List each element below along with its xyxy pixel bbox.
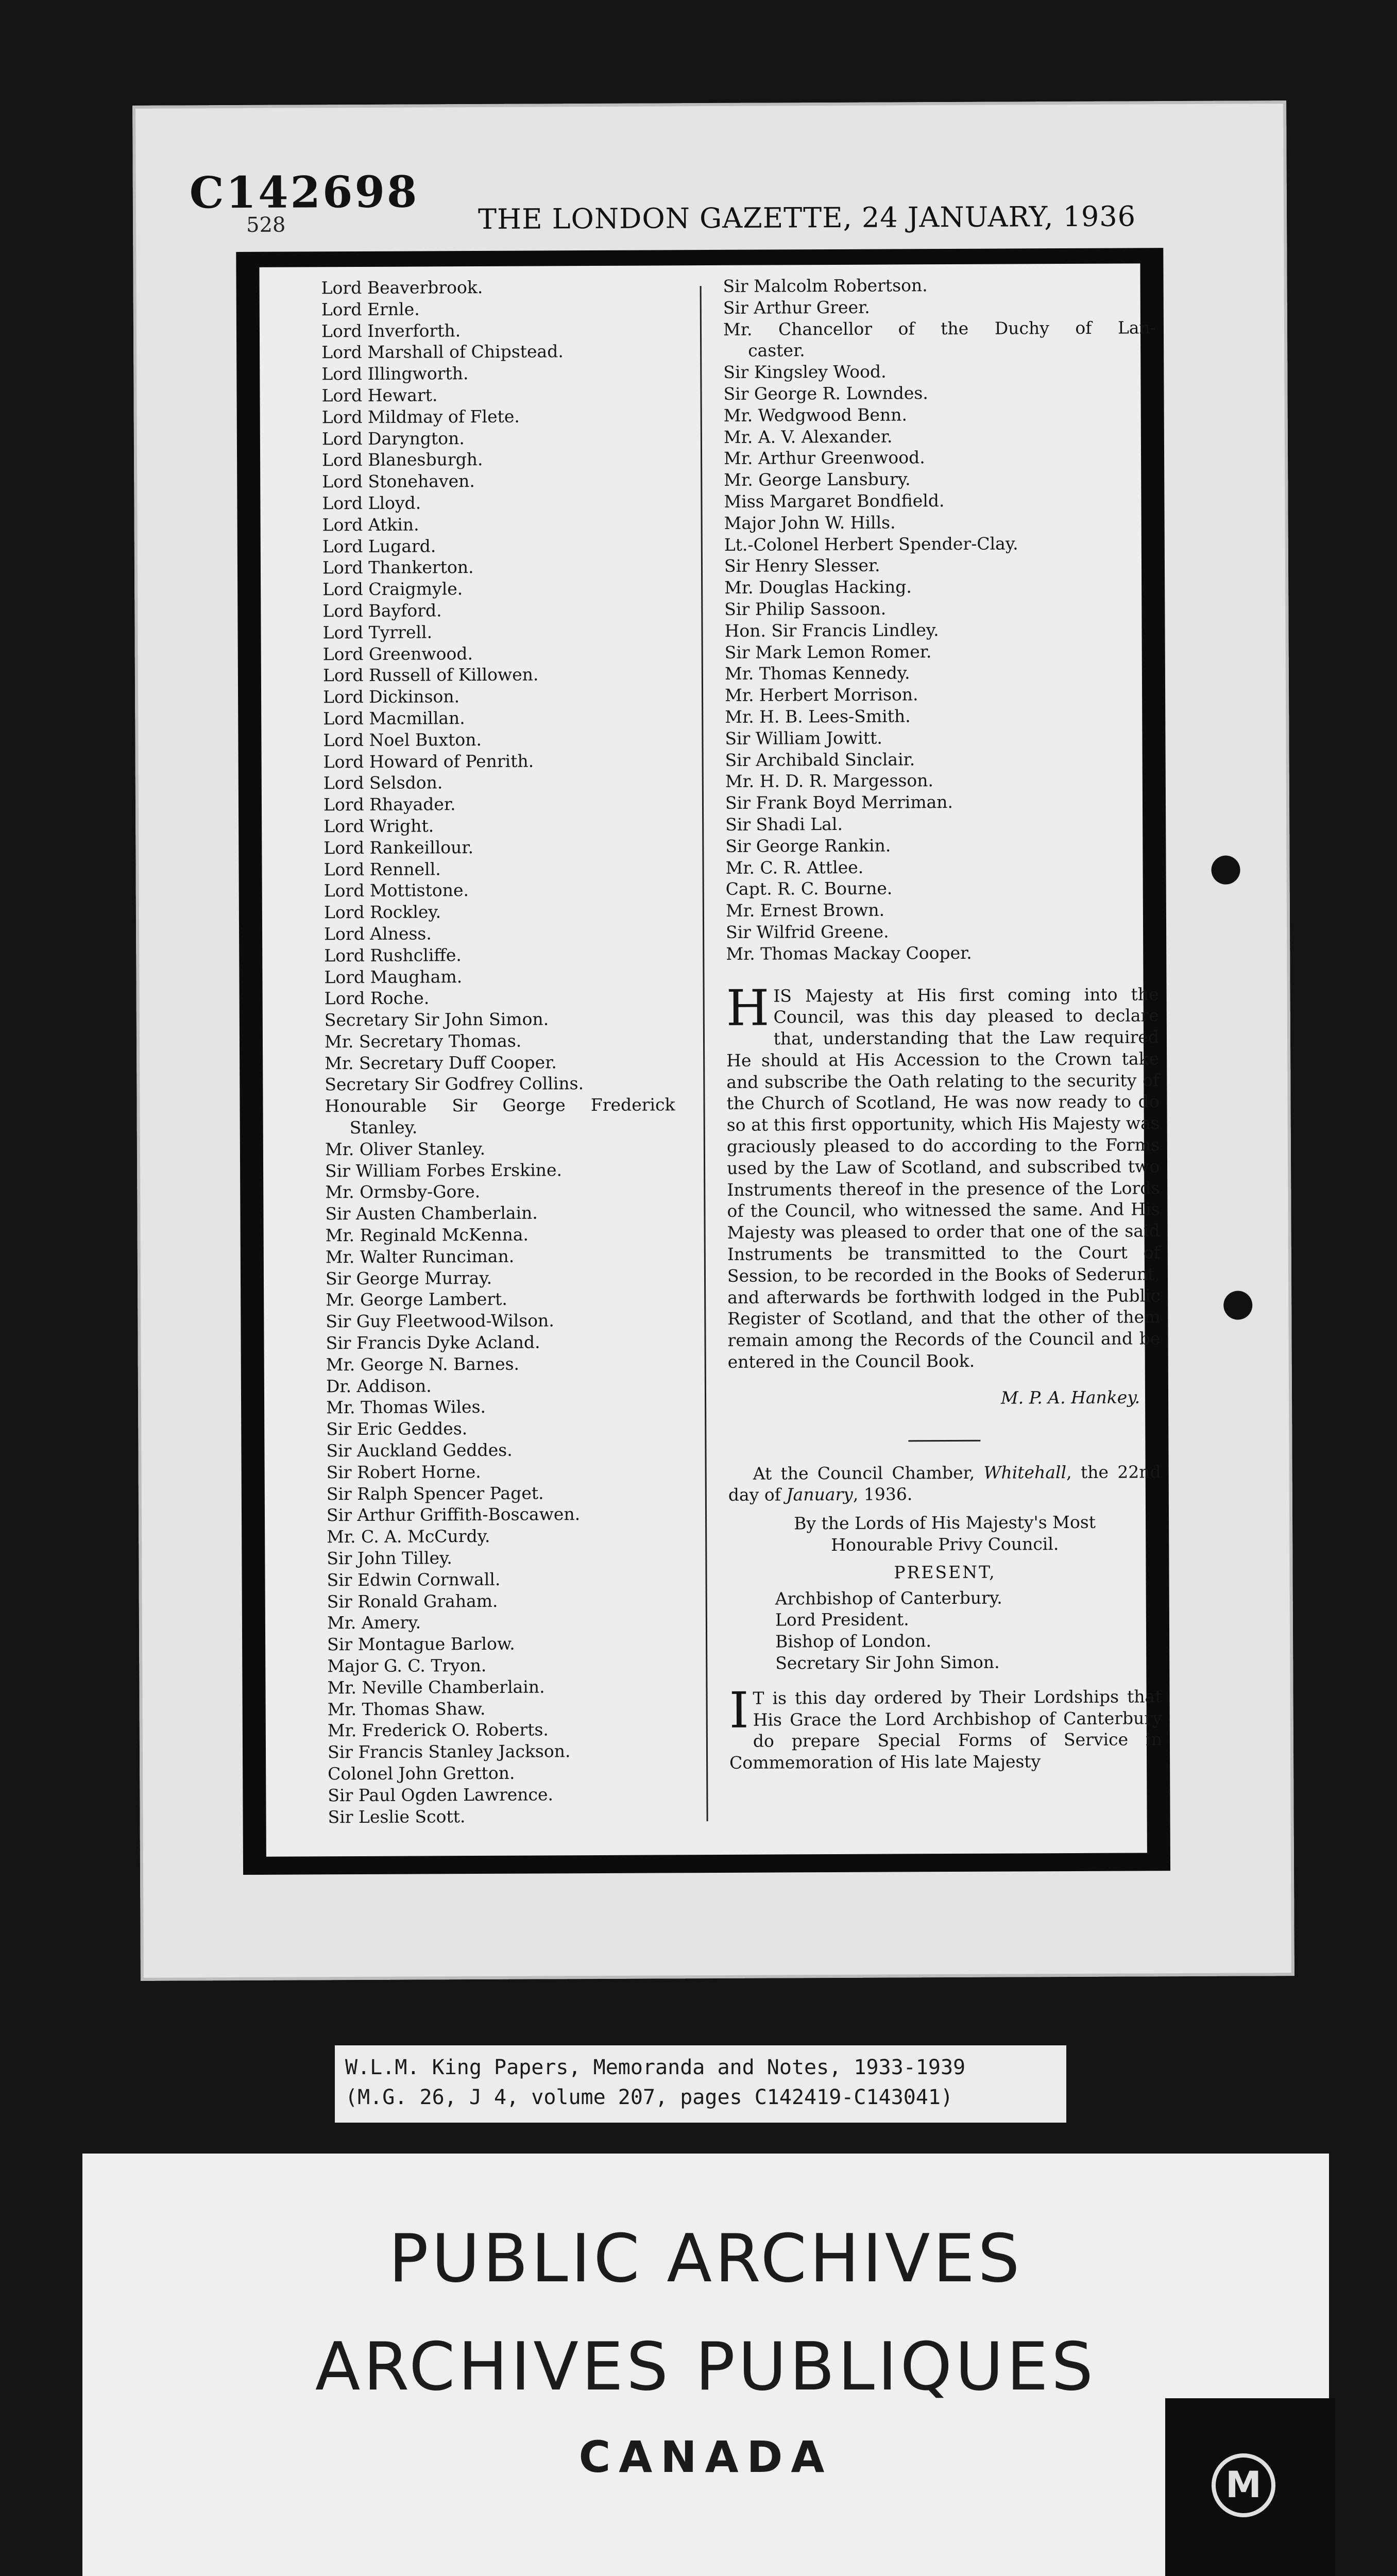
council-member: Lord Atkin.: [322, 514, 419, 535]
council-member: Lord Alness.: [324, 923, 432, 944]
council-member: Mr. George N. Barnes.: [326, 1353, 520, 1375]
present-member: Lord President.: [775, 1609, 909, 1630]
council-member: Sir Paul Ogden Lawrence.: [328, 1784, 554, 1806]
council-member: Sir Ronald Graham.: [327, 1590, 498, 1612]
gazette-page: [132, 100, 1294, 1981]
dropcap: H: [726, 979, 770, 1037]
council-member: Sir Leslie Scott.: [328, 1806, 466, 1827]
council-member: Honourable Sir George Frederick: [325, 1094, 675, 1116]
council-member: Dr. Addison.: [326, 1376, 432, 1396]
council-member: Lord Rankeillour.: [323, 837, 474, 858]
council-member: Lord Roche.: [324, 988, 430, 1009]
council-member: Sir Arthur Griffith-Boscawen.: [326, 1504, 581, 1526]
council-member: Lord Maugham.: [324, 966, 463, 987]
logo-glyph: M: [1225, 2464, 1262, 2506]
proclamation-text: IS Majesty at His first coming into the Council, was this day pleased to declare that, understanding that the Law required He should at His Accession to the Crown take and subscribe the Oath relating to the security of the Church of Scotland, He was now ready to do so at this first opportunity, which His Majesty was graciously pleased to do according to the Forms used by the Law of Scotland, and subscribed two Instruments thereof in the presence of the Lords of the Council, who witnessed the same. And His Majesty was pleased to order that one of the said Instruments be transmitted to the Court of Session, to be recorded in the Books of Sederunt, and afterwards be forthwith lodged in the Public Register of Scotland, and that the other of them remain among the Records of the Council and be entered in the Council Book.: [726, 984, 1161, 1372]
page-number: 528: [246, 213, 286, 237]
slip-line-1: W.L.M. King Papers, Memoranda and Notes, 1933-1939: [345, 2056, 966, 2079]
dropcap: I: [729, 1681, 749, 1739]
council-member: Sir George Murray.: [325, 1267, 492, 1289]
date-pre: At the Council Chamber,: [753, 1462, 984, 1484]
card-title-french: ARCHIVES PUBLIQUES: [315, 2329, 1097, 2405]
council-member: Lord Lloyd.: [322, 493, 421, 514]
date-post: , 1936.: [853, 1484, 913, 1505]
signature: M. P. A. Hankey.: [1000, 1387, 1140, 1408]
council-member: Mr. Thomas Mackay Cooper.: [726, 942, 972, 964]
council-member: Sir George Rankin.: [725, 835, 891, 856]
council-member: Sir Eric Geddes.: [326, 1418, 468, 1439]
council-member: Sir Montague Barlow.: [327, 1633, 515, 1655]
council-member: Lord Inverforth.: [321, 320, 461, 341]
council-member: Sir Robert Horne.: [326, 1461, 481, 1483]
council-member: Sir Malcolm Robertson.: [723, 275, 928, 296]
council-member: Lord Howard of Penrith.: [323, 751, 534, 772]
council-member: Stanley.: [349, 1117, 418, 1138]
council-member: Mr. Herbert Morrison.: [724, 684, 918, 706]
council-member: Mr. Chancellor of the Duchy of Lan-: [723, 317, 1156, 340]
council-member: Lord Craigmyle.: [322, 579, 463, 600]
page-header: [189, 163, 1195, 237]
punch-hole: [1223, 1291, 1252, 1319]
council-member: Lord Ernle.: [321, 299, 420, 320]
section-rule: [908, 1439, 980, 1442]
council-member: Mr. Wedgwood Benn.: [723, 404, 908, 426]
council-member: Sir Philip Sassoon.: [724, 598, 887, 619]
council-member: Lord Russell of Killowen.: [322, 664, 539, 686]
present-member: Secretary Sir John Simon.: [775, 1652, 1000, 1673]
council-member: Sir Francis Stanley Jackson.: [327, 1741, 571, 1762]
reference-number: C142698: [189, 166, 419, 218]
council-member: Lord Bayford.: [322, 600, 442, 621]
present-list: [729, 1586, 1162, 1674]
council-member: Mr. Walter Runciman.: [325, 1246, 515, 1267]
proclamation-paragraph: [726, 979, 1161, 1373]
council-member: Mr. Secretary Thomas.: [324, 1030, 522, 1052]
council-member: Lord Greenwood.: [322, 643, 473, 664]
council-member: Mr. C. A. McCurdy.: [327, 1526, 490, 1547]
council-member: Sir Arthur Greer.: [723, 297, 870, 318]
council-member: Mr. Ormsby-Gore.: [325, 1181, 481, 1202]
council-member: Mr. Arthur Greenwood.: [723, 447, 925, 469]
council-member: Mr. Frederick O. Roberts.: [327, 1719, 549, 1741]
council-member: Lord Rockley.: [323, 902, 441, 923]
council-member: Sir Guy Fleetwood-Wilson.: [326, 1310, 554, 1332]
council-member: Sir Edwin Cornwall.: [327, 1569, 501, 1590]
council-member: Mr. A. V. Alexander.: [723, 426, 893, 447]
council-member: Capt. R. C. Bourne.: [725, 878, 893, 900]
order-text: T is this day ordered by Their Lordships that His Grace the Lord Archbishop of Canterbury do prepare Special Forms of Service in Commemoration of His late Majesty: [729, 1686, 1163, 1773]
council-member: Mr. Reginald McKenna.: [325, 1224, 529, 1246]
card-country: CANADA: [578, 2432, 833, 2482]
left-column: [321, 276, 678, 1827]
council-member: Mr. H. D. R. Margesson.: [725, 770, 934, 792]
council-member: Sir Archibald Sinclair.: [725, 749, 915, 770]
council-member: Mr. Neville Chamberlain.: [327, 1676, 545, 1698]
council-member: Lord Selsdon.: [323, 772, 443, 793]
council-member: Sir George R. Lowndes.: [723, 383, 928, 404]
council-member: Sir Francis Dyke Acland.: [326, 1332, 540, 1353]
council-member: caster.: [748, 340, 805, 361]
council-member: Mr. Amery.: [327, 1612, 421, 1633]
council-member: Sir Auckland Geddes.: [326, 1439, 513, 1461]
council-member: Sir Mark Lemon Romer.: [724, 641, 932, 663]
mourning-border: [236, 248, 1170, 1875]
council-member: Sir Frank Boyd Merriman.: [725, 792, 953, 814]
council-member: Secretary Sir John Simon.: [324, 1009, 549, 1030]
council-member: Mr. Thomas Wiles.: [326, 1397, 486, 1418]
council-member: Lord Stonehaven.: [322, 471, 475, 492]
column-divider: [700, 286, 708, 1821]
lords-line-2: Honourable Privy Council.: [831, 1534, 1059, 1555]
slip-line-2: (M.G. 26, J 4, volume 207, pages C142419-C143041): [345, 2086, 953, 2109]
council-member: Lord Noel Buxton.: [323, 729, 482, 751]
council-member: Lord Dickinson.: [322, 686, 460, 707]
council-member: Lord Beaverbrook.: [321, 277, 483, 298]
council-member: Sir Kingsley Wood.: [723, 361, 887, 383]
council-member: Lord Blanesburgh.: [321, 449, 483, 470]
council-member: Lord Wright.: [323, 816, 434, 837]
punch-hole: [1211, 856, 1240, 885]
council-member: Lord Mildmay of Flete.: [321, 406, 520, 428]
council-member: Lord Marshall of Chipstead.: [321, 341, 564, 363]
council-member: Sir William Forbes Erskine.: [325, 1159, 563, 1181]
council-member: Mr. Secretary Duff Cooper.: [325, 1052, 557, 1073]
council-member: Mr. Thomas Kennedy.: [724, 663, 910, 684]
council-member: Mr. H. B. Lees-Smith.: [725, 706, 911, 727]
council-member: Mr. C. R. Attlee.: [725, 857, 864, 878]
council-member: Mr. Oliver Stanley.: [325, 1138, 486, 1160]
council-member: Colonel John Gretton.: [328, 1762, 515, 1784]
council-member: Mr. George Lansbury.: [724, 469, 911, 490]
council-member: Sir William Jowitt.: [725, 727, 882, 749]
council-member: Lord Rhayader.: [323, 794, 456, 815]
council-member: Mr. Douglas Hacking.: [724, 577, 912, 598]
council-member: Sir Wilfrid Greene.: [725, 921, 889, 942]
date-mid: , the 22nd day of: [728, 1461, 1161, 1505]
gazette-title: THE LONDON GAZETTE, 24 JANUARY, 1936: [478, 200, 1136, 235]
council-member: Lord Rennell.: [323, 858, 441, 879]
archives-card: [82, 2154, 1329, 2576]
council-member: Lord Mottistone.: [323, 880, 469, 901]
council-member: Sir Shadi Lal.: [725, 814, 843, 835]
council-member: Lord Lugard.: [322, 535, 436, 556]
council-member: Lord Rushcliffe.: [324, 944, 462, 965]
council-member: Lord Hewart.: [321, 385, 438, 406]
present-member: Bishop of London.: [775, 1631, 931, 1652]
council-member: Major John W. Hills.: [724, 512, 896, 533]
archive-reference-slip: [335, 2045, 1066, 2123]
card-title-english: PUBLIC ARCHIVES: [388, 2221, 1023, 2297]
right-column: [723, 274, 1163, 1774]
council-member: Sir John Tilley.: [327, 1548, 452, 1569]
council-member: Mr. Thomas Shaw.: [327, 1698, 486, 1719]
council-member: Lord Macmillan.: [323, 708, 465, 729]
present-heading: PRESENT,: [894, 1562, 996, 1583]
gazette-body: [259, 263, 1163, 1856]
archives-logo-icon: [1212, 2453, 1275, 2517]
council-member: Sir Henry Slesser.: [724, 555, 880, 577]
date-month: January: [786, 1484, 853, 1505]
order-paragraph: [729, 1681, 1163, 1774]
council-member: Lord Tyrrell.: [322, 622, 433, 643]
council-member: Major G. C. Tryon.: [327, 1655, 487, 1676]
council-member: Secretary Sir Godfrey Collins.: [325, 1073, 584, 1095]
council-member: Miss Margaret Bondfield.: [724, 490, 945, 512]
council-member: Lord Illingworth.: [321, 363, 469, 384]
privy-council-list: [723, 274, 1159, 964]
council-member: Lord Daryngton.: [321, 428, 465, 449]
council-member: Lord Thankerton.: [322, 557, 474, 578]
council-member: Mr. George Lambert.: [326, 1289, 507, 1310]
present-member: Archbishop of Canterbury.: [775, 1587, 1002, 1609]
council-member: Sir Ralph Spencer Paget.: [326, 1483, 544, 1504]
council-date-line: [728, 1461, 1161, 1506]
council-member: Mr. Ernest Brown.: [725, 900, 885, 921]
lords-line-1: By the Lords of His Majesty's Most: [794, 1512, 1096, 1534]
council-member: Hon. Sir Francis Lindley.: [724, 619, 939, 641]
date-place: Whitehall: [983, 1462, 1067, 1483]
council-member: Lt.-Colonel Herbert Spender-Clay.: [724, 533, 1018, 555]
council-member: Sir Austen Chamberlain.: [325, 1202, 538, 1224]
